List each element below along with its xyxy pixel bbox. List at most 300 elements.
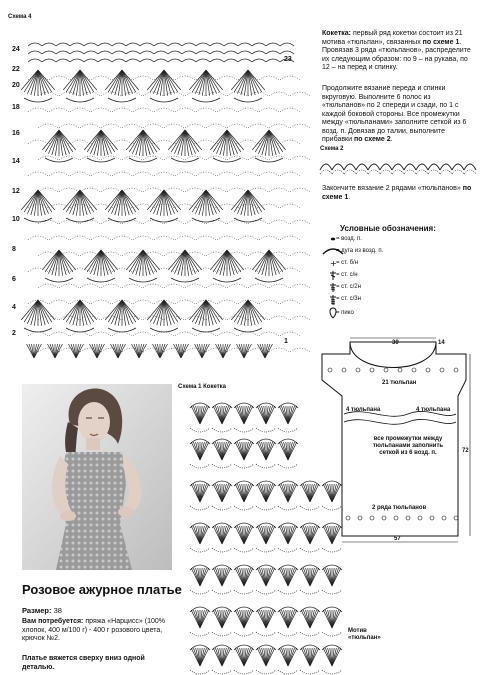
chain-arc [70,108,90,112]
chain-arc [452,170,464,174]
chain-arc [217,236,237,240]
chain-arc [190,670,210,674]
stitch-line [134,344,139,358]
stitch-line [164,190,178,212]
stitch-line [206,70,220,92]
chain-arc [59,124,79,128]
tulip-marker [440,368,444,372]
stitch-line [171,130,185,152]
chain-arc [28,236,48,240]
chain-arc [185,92,205,96]
sc-symbol: + [330,259,337,268]
chain-arc [392,170,404,174]
chain-arc [206,124,226,128]
stitch-line [164,70,178,92]
article-size [22,607,62,616]
chain-arc [143,220,163,224]
stitch-line [260,344,265,358]
model-photo [22,384,172,570]
chain-arc [70,172,90,176]
chain-arc [224,59,238,62]
chain-arc [133,300,153,304]
motif-label: Мотив «тюльпан» [348,628,381,641]
chain-arc [256,590,276,594]
chain-arc [168,59,182,62]
legend-item: = ст. с/3н [336,296,361,302]
stitch-line [29,344,34,358]
chain-arc [280,300,300,304]
stitch-line [255,250,269,272]
chain-arc [143,284,163,288]
row-number-label: 24 [12,46,20,53]
chain-arc [126,43,140,46]
chain-arc [112,43,126,46]
chain-arc [332,170,344,174]
chain-arc [56,59,70,62]
chain-arc [259,236,279,240]
tulip-marker [328,368,332,372]
chain-arc [38,284,58,288]
chain-arc [59,220,79,224]
chain-arc [154,43,168,46]
chain-arc [190,506,210,510]
chain-arc [217,204,237,208]
stitch-line [38,70,52,92]
chain-arc [175,76,195,80]
row-number-label: 10 [12,216,20,223]
tulip-marker [406,516,410,520]
stitch-line [234,190,248,212]
chain-arc [238,332,258,336]
chain-arc [122,284,142,288]
chain-arc [112,51,126,54]
chain-arc [356,170,368,174]
stitch-line [38,190,52,212]
chain-arc [38,124,58,128]
chain-arc [182,51,196,54]
chain-arc [300,670,320,674]
tulip-marker [346,516,350,520]
chain-arc [210,59,224,62]
chain-arc [196,108,216,112]
legend-item: = дуга из возд. п. [336,248,384,254]
stitch-line [197,344,202,358]
stitch-line [101,250,115,272]
fan-arc [108,98,136,102]
chain-arc [212,670,232,674]
fan-arc [171,278,199,282]
chain-arc [259,108,279,112]
chain-arc [101,284,121,288]
chain-arc [280,108,300,112]
chain-arc [91,300,111,304]
stitch-line [24,190,38,212]
chain-arc [49,300,69,304]
chain-arc [56,43,70,46]
chain-arc [278,428,298,432]
row-number-label: 22 [12,66,20,73]
chain-arc [238,172,258,176]
chain-arc [175,108,195,112]
chain-arc [210,51,224,54]
chain-arc [269,284,289,288]
chain-arc [368,170,380,174]
stitch-line [129,130,143,152]
yoke-label: Кокетка: [322,30,352,37]
chain-arc [28,59,42,62]
chain-arc [322,548,342,552]
body-scheme-ref: по схеме 2 [353,136,391,143]
size-label: Размер: [22,606,52,615]
chain-arc [368,164,380,170]
chain-arc [280,204,300,208]
chain-arc [91,172,111,176]
stitch-line [66,70,80,92]
chain-arc [259,172,279,176]
chain-arc [190,548,210,552]
chain-arc [133,204,153,208]
chain-arc [70,236,90,240]
chain-arc [256,670,276,674]
chain-arc [356,164,368,170]
scheme2-chart [318,148,468,178]
chain-arc [206,188,226,192]
size-value: 38 [51,606,62,615]
chain-arc [259,204,279,208]
chain-arc [234,506,254,510]
chain-arc [80,188,100,192]
fan-arc [150,98,178,102]
chain-arc [112,108,132,112]
chain-arc [182,59,196,62]
tulip-marker [398,368,402,372]
chain-arc [70,268,90,272]
scheme1-chart [192,392,342,675]
stitch-line [24,300,38,322]
chain-arc [217,76,237,80]
fan-arc [192,328,220,332]
stitch-line [227,250,241,272]
scheme4-chart [28,40,286,360]
chain-arc [269,92,289,96]
chain-arc [28,172,48,176]
tulip-marker [454,368,458,372]
stitch-line [87,250,101,272]
chain-arc [112,332,132,336]
chain-arc [143,92,163,96]
stitch-line [45,130,59,152]
label-2-rows: 2 ряда тюльпанов [372,505,427,511]
tulip-marker [418,516,422,520]
chain-arc [196,236,216,240]
wave-line [344,419,456,424]
fan-arc [213,278,241,282]
chain-arc [112,172,132,176]
chain-arc [49,332,69,336]
chain-arc [140,59,154,62]
row-1-label: 1 [284,338,288,345]
chain-arc [164,124,184,128]
tulip-marker [394,516,398,520]
chain-arc [185,284,205,288]
chain-arc [80,124,100,128]
stitch-line [255,130,269,152]
chain-arc [38,188,58,192]
tulip-marker [442,516,446,520]
chain-arc [266,43,280,46]
chain-arc [234,590,254,594]
dim-14: 14 [438,340,445,346]
chain-arc [38,220,58,224]
chain-arc [404,170,416,174]
chain-arc [168,43,182,46]
chain-arc [224,43,238,46]
chain-arc [227,220,247,224]
chain-arc [252,59,266,62]
fan-arc [24,98,52,102]
chain-arc [278,464,298,468]
chain-arc [196,140,216,144]
chain-arc [175,172,195,176]
dim-57: 57 [394,536,401,542]
stitch-line [227,130,241,152]
chain-arc [212,548,232,552]
chain-arc [256,428,276,432]
row-number-label: 4 [12,304,16,311]
chain-arc [290,252,310,256]
scheme2-title: Схема 2 [320,146,344,152]
tulip-marker [370,368,374,372]
chain-arc [84,59,98,62]
tulip-marker [382,516,386,520]
tulip-marker [454,516,458,520]
chain-arc [175,332,195,336]
stitch-line [122,190,136,212]
chain-arc [212,428,232,432]
chain-arc [56,51,70,54]
chain-arc [217,332,237,336]
stitch-line [150,190,164,212]
chain-arc [101,124,121,128]
chain-arc [80,284,100,288]
stitch-line [101,130,115,152]
scheme2-text-a: Закончите вязание 2 рядами «тюльпанов» [322,185,463,192]
chain-arc [190,632,210,636]
chain-arc [122,220,142,224]
chain-arc [280,43,294,46]
stitch-line [92,344,97,358]
materials-value: пряжа «Нарцисс» (100% хлопок, 400 м/100 г) - 400 г розового цвета, крючок №2. [22,618,165,642]
chain-arc [80,220,100,224]
chain-arc [101,220,121,224]
chain-arc [91,332,111,336]
chain-arc [126,59,140,62]
chain-arc [38,252,58,256]
chain-arc [280,140,300,144]
stitch-line [213,250,227,272]
chain-arc [238,59,252,62]
fan-arc [45,278,73,282]
chain-arc [101,92,121,96]
chain-arc [154,268,174,272]
chain-arc [320,170,332,174]
chain-arc [464,164,476,170]
chain-arc [196,59,210,62]
fan-arc [234,328,262,332]
legend-item: = пико [336,310,354,316]
chain-arc [217,108,237,112]
fan-arc [192,98,220,102]
chain-arc [190,590,210,594]
fan-arc [24,328,52,332]
chain-arc [164,188,184,192]
chain-arc [59,284,79,288]
row-number-label: 20 [12,82,20,89]
legend-item: = ст. б/н [336,260,359,266]
stitch-line [80,190,94,212]
stitch-line [248,70,262,92]
legend-item: = возд. п. [336,236,362,242]
chain-arc [227,156,247,160]
chain-arc [464,170,476,174]
chain-arc [80,252,100,256]
chain-arc [190,464,210,468]
chain-arc [280,172,300,176]
chain-arc [278,548,298,552]
chain-arc [133,236,153,240]
chain-arc [234,464,254,468]
chain-arc [154,332,174,336]
chain-arc [185,156,205,160]
chain-arc [452,164,464,170]
stitch-line [143,250,157,272]
row-number-label: 6 [12,276,16,283]
chain-arc [227,188,247,192]
chain-arc [269,316,289,320]
chain-arc [143,124,163,128]
tulip-marker [358,516,362,520]
chain-arc [185,188,205,192]
stitch-line [108,70,122,92]
article-materials [22,618,172,644]
chain-arc [300,506,320,510]
legend-item: = ст. с/2н [336,284,361,290]
chain-arc [227,124,247,128]
dim-72: 72 [462,448,469,454]
stitch-line [113,344,118,358]
chain-arc [300,632,320,636]
chain-arc [269,188,289,192]
stitch-line [80,70,94,92]
article-note: Платье вяжется сверху вниз одной деталью. [22,655,145,671]
scheme1-title: Схема 1 Кокетка [178,384,227,390]
body-text-a: Продолжите вязание переда и спинки вкруговую. Выполните 6 полос из «тюльпанов» по 2 спереди и сзади, по 1 с каждой боковой стороны. Все промежутки между «тюльпанами» заполните сеткой из 6 возд. п. Довязав до талии, выполните прибавки [322,85,467,143]
chain-arc [91,76,111,80]
chain-arc [290,92,310,96]
chain-arc [154,59,168,62]
chain-arc [344,170,356,174]
chain-arc [300,548,320,552]
chain-arc [380,170,392,174]
chain-arc [266,59,280,62]
stitch-line [155,344,160,358]
row-number-label: 2 [12,330,16,337]
scheme2-text-c: . [348,193,351,201]
row-number-label: 16 [12,130,20,137]
chain-arc [259,300,279,304]
tulip-marker [430,516,434,520]
chain-arc [290,284,310,288]
body-text-c: . [390,136,393,143]
chain-arc [59,188,79,192]
chain-arc [290,156,310,160]
chain-arc [91,204,111,208]
chain-arc [248,284,268,288]
stitch-line [192,70,206,92]
chain-arc [238,236,258,240]
chain-arc [196,332,216,336]
yoke-scheme-ref: по схеме 1 [422,38,460,46]
fan-arc [255,278,283,282]
chain-arc [49,76,69,80]
chain-arc [269,348,289,352]
chain-arc [91,236,111,240]
chain-arc [248,220,268,224]
chain-arc [332,164,344,170]
chain-arc [140,43,154,46]
chain-arc [28,51,42,54]
chain-arc [133,108,153,112]
chain-arc [112,268,132,272]
chain-arc [278,670,298,674]
chain-arc [280,268,300,272]
stitch-line [218,344,223,358]
stitch-line [213,130,227,152]
chain-arc [182,43,196,46]
chain-arc [212,632,232,636]
chain-arc [280,76,300,80]
chain-arc [154,172,174,176]
chain-arc [84,43,98,46]
chain-arc [404,164,416,170]
stitch-line [248,190,262,212]
stitch-line [50,344,55,358]
stitch-line [59,130,73,152]
chain-arc [112,140,132,144]
chain-arc [416,170,428,174]
legend-title: Условные обозначения: [340,224,436,233]
chain-arc [217,300,237,304]
chain-arc [98,51,112,54]
chain-arc [224,51,238,54]
chain-arc [42,43,56,46]
chain-arc [206,284,226,288]
chain-arc [238,108,258,112]
chain-arc [290,188,310,192]
stitch-line [87,130,101,152]
chain-arc [322,670,342,674]
chain-arc [234,428,254,432]
body-instructions [322,85,472,145]
stitch-line [66,190,80,212]
label-4-tulips-right: 4 тюльпана [416,407,451,413]
stitch-line [122,70,136,92]
chain-arc [196,43,210,46]
fan-arc [87,278,115,282]
stitch-line [269,250,283,272]
chain-arc [280,51,294,54]
chain-arc [154,236,174,240]
